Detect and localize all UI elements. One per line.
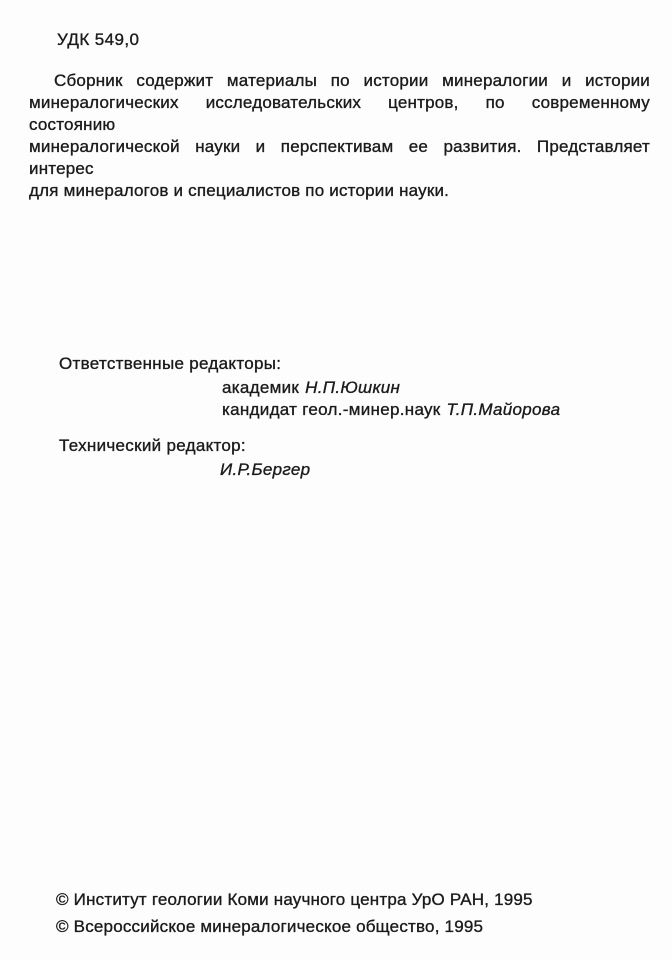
abstract-line: минералогических исследовательских центров, по современному состоянию xyxy=(29,93,650,134)
responsible-editor-entry xyxy=(222,378,400,398)
copyright-line: © Всероссийское минералогическое общество, 1995 xyxy=(56,917,484,936)
editor-name: Т.П.Майорова xyxy=(446,400,561,419)
editor-name: Н.П.Юшкин xyxy=(305,378,401,397)
responsible-editor-entry xyxy=(222,400,560,420)
copyright-line: © Институт геологии Коми научного центра УрО РАН, 1995 xyxy=(56,890,533,909)
abstract-line: минералогической науки и перспективам ее развития. Представляет интерес xyxy=(29,137,650,178)
responsible-editors-label: Ответственные редакторы: xyxy=(59,354,282,373)
abstract-line: для минералогов и специалистов по истории науки. xyxy=(29,181,450,200)
udc-code: УДК 549,0 xyxy=(57,30,140,49)
editor-title: академик xyxy=(222,378,300,397)
technical-editor-label: Технический редактор: xyxy=(59,436,246,455)
editor-name: И.Р.Бергер xyxy=(220,460,311,479)
abstract-line: Сборник содержит материалы по истории минералогии и истории xyxy=(54,71,650,90)
technical-editor-entry xyxy=(220,460,310,480)
copyright-block xyxy=(56,886,533,940)
editor-title: кандидат геол.-минер.наук xyxy=(222,400,441,419)
abstract-paragraph xyxy=(29,70,650,202)
